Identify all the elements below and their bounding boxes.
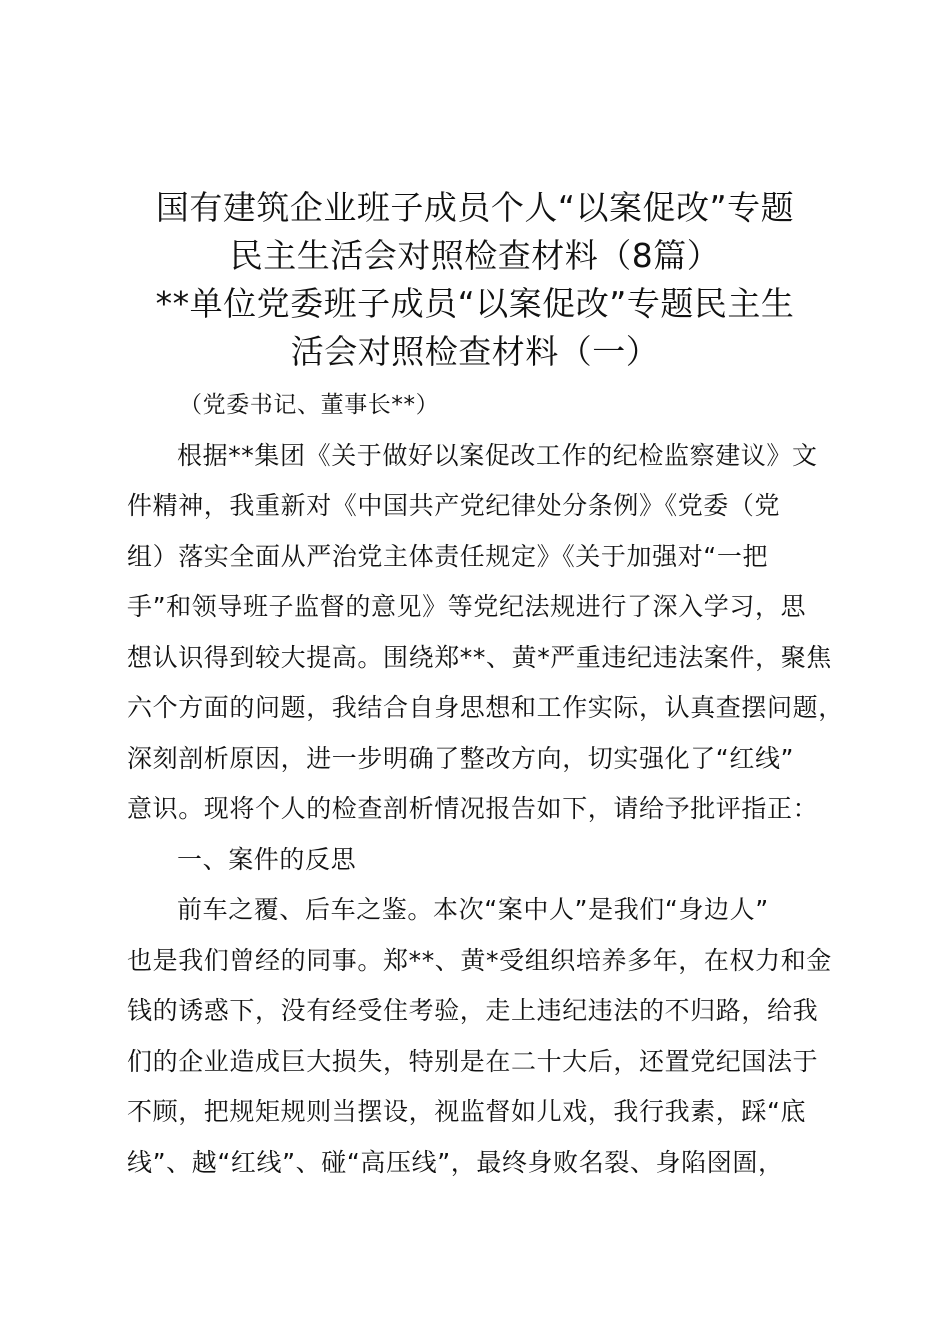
title-line-1: 国有建筑企业班子成员个人“以案促改”专题 xyxy=(155,188,795,227)
paragraph-2-line-6: 线”、越“红线”、碰“高压线”，最终身败名裂、身陷囹圄， xyxy=(127,1147,784,1177)
paragraph-1-line-1: 根据**集团《关于做好以案促改工作的纪检监察建议》文 xyxy=(177,440,818,470)
title-line-3: **单位党委班子成员“以案促改”专题民主生 xyxy=(155,284,795,323)
paragraph-1-line-6: 六个方面的问题，我结合自身思想和工作实际，认真查摆问题， xyxy=(127,693,844,722)
paragraph-2-line-1: 前车之覆、后车之鉴。本次“案中人”是我们“身边人” xyxy=(177,895,769,924)
document-title xyxy=(80,184,870,376)
section-heading-1: 一、案件的反思 xyxy=(177,844,357,874)
title-line-4: 活会对照检查材料（一） xyxy=(290,332,660,371)
document-body xyxy=(127,388,852,1196)
paragraph-2-line-2: 也是我们曾经的同事。郑**、黄*受组织培养多年，在权力和金 xyxy=(127,945,832,975)
paragraph-1-line-3: 组）落实全面从严治党主体责任规定》《关于加强对“一把 xyxy=(127,541,769,571)
title-line-2: 民主生活会对照检查材料（8篇） xyxy=(229,236,721,275)
paragraph-1-line-8: 意识。现将个人的检查剖析情况报告如下，请给予批评指正： xyxy=(127,794,819,823)
paragraph-1-line-5: 想认识得到较大提高。围绕郑**、黄*严重违纪违法案件，聚焦 xyxy=(127,642,832,672)
paragraph-2-line-5: 不顾，把规矩规则当摆设，视监督如儿戏，我行我素，踩“底 xyxy=(127,1097,807,1126)
paragraph-1-line-2: 件精神，我重新对《中国共产党纪律处分条例》《党委（党 xyxy=(127,491,781,520)
paragraph-1-line-4: 手”和领导班子监督的意见》等党纪法规进行了深入学习，思 xyxy=(127,592,807,621)
paragraph-2-line-4: 们的企业造成巨大损失，特别是在二十大后，还置党纪国法于 xyxy=(127,1046,819,1076)
paragraph-2-line-3: 钱的诱惑下，没有经受住考验，走上违纪违法的不归路，给我 xyxy=(127,996,819,1025)
author-subtitle: （党委书记、董事长**） xyxy=(179,392,440,418)
paragraph-1-line-7: 深刻剖析原因，进一步明确了整改方向，切实强化了“红线” xyxy=(127,743,795,773)
